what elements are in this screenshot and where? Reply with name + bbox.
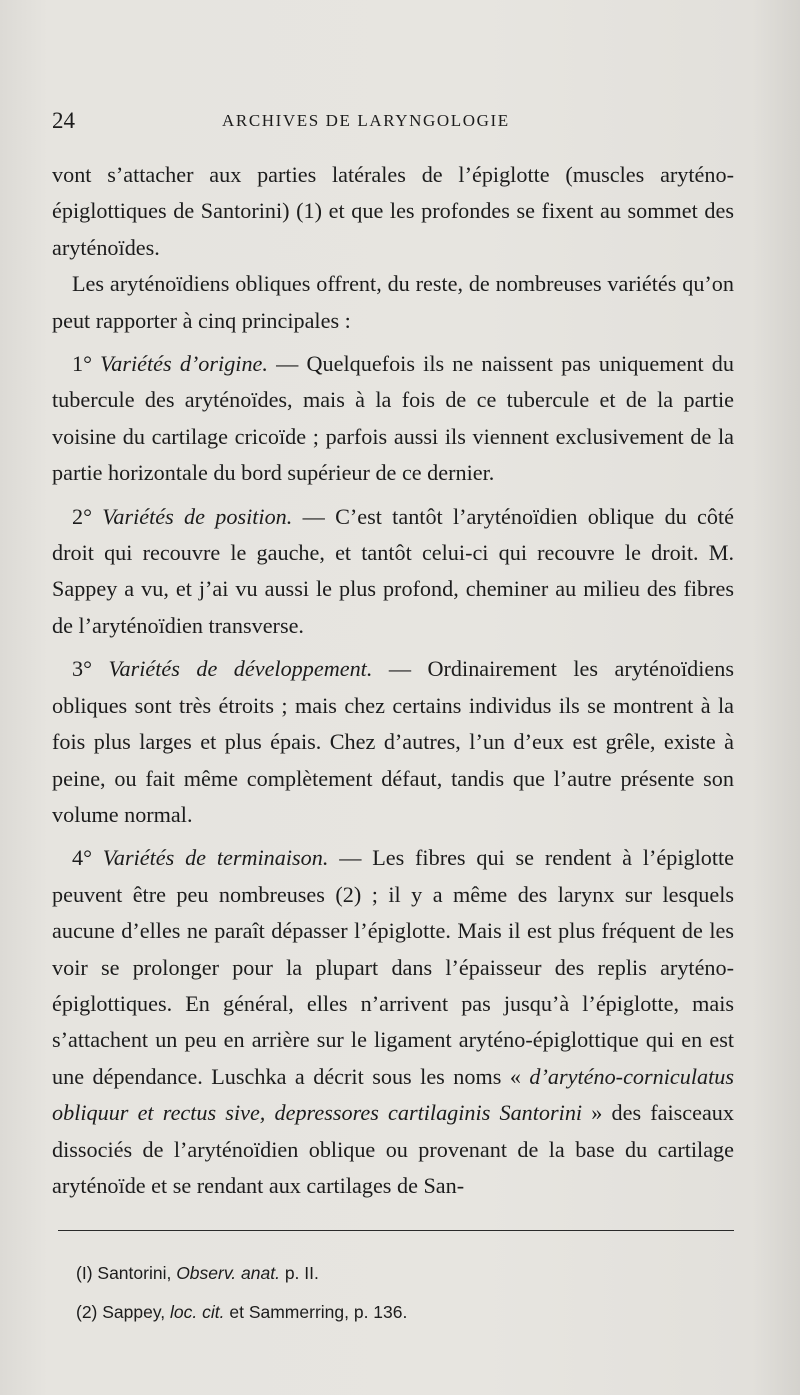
paragraph-intro: Les aryténoïdiens obliques offrent, du reste, de nombreuses variétés qu’on peut rapporter à cinq principales :	[52, 271, 734, 333]
paragraph-termination	[52, 840, 734, 1204]
section-number: 2°	[72, 503, 92, 529]
paragraph-text: — C’est tantôt l’aryténoïdien oblique du côté droit qui recouvre le gauche, et tantôt celui-ci qui recouvre le droit. M. Sappey a vu, et j’ai vu aussi le plus profond, cheminer au milieu des fibres de l’aryténoïdien transverse.	[52, 503, 734, 638]
paragraph-text: — Ordinairement les aryténoïdiens obliques sont très étroits ; mais chez certains individus ils se montrent à la fois plus larges et plus épais. Chez d’autres, l’un d’eux est grêle, existe à peine, ou fait même complètement défaut, tandis que l’autre présente son volume normal.	[52, 656, 735, 827]
latin-term: d’aryténo-corniculatus obliquur et rectus sive, depressores cartilaginis Santorini	[52, 1063, 734, 1126]
section-number: 1°	[72, 351, 92, 377]
section-title: Variétés de terminaison.	[102, 845, 329, 871]
footnote	[76, 1293, 736, 1332]
footnotes	[76, 1254, 736, 1332]
page-header	[52, 108, 742, 138]
footnote-text: p. II.	[279, 1263, 319, 1283]
paragraph-text: — Quelquefois ils ne naissent pas uniquement du tubercule des aryténoïdes, mais à la fois de ce tubercule et de la partie voisine du cartilage cricoïde ; parfois aussi ils viennent exclusivement de la partie horizontale du bord supérieur de ce dernier.	[52, 351, 734, 486]
body-text	[52, 157, 734, 1204]
section-title: Variétés d’origine.	[100, 351, 268, 377]
section-title: Variétés de développement.	[108, 656, 373, 682]
footnote-work-title: Observ. anat.	[176, 1263, 280, 1283]
paragraph-text: — Les fibres qui se rendent à l’épiglotte peuvent être peu nombreuses (2) ; il y a même des larynx sur lesquels aucune d’elles ne paraît dépasser l’épiglotte. Mais il est plus fréquent de les voir se prolonger pour la plupart dans l’épaisseur des replis aryténo-épiglottiques. En général, elles n’arrivent pas jusqu’à l’épiglotte, mais s’attachent un peu en arrière sur le ligament aryténo-épiglottique qui en est une dépendance. Luschka a décrit sous les noms «	[52, 845, 735, 1089]
footnote-mark: (I)	[76, 1263, 93, 1283]
section-number: 3°	[72, 656, 92, 682]
section-number: 4°	[72, 845, 92, 871]
footnote-text: Sappey,	[97, 1302, 171, 1322]
section-title: Variétés de position.	[102, 503, 293, 529]
paragraph-origin	[52, 346, 734, 492]
footnote-text: et Sammerring, p. 136.	[224, 1302, 408, 1322]
paragraph-position	[52, 499, 734, 645]
footnote-divider	[58, 1230, 734, 1231]
paragraph-development	[52, 651, 734, 833]
footnote-work-title: loc. cit.	[170, 1302, 225, 1322]
footnote-text: Santorini,	[92, 1263, 177, 1283]
running-title: ARCHIVES DE LARYNGOLOGIE	[222, 111, 510, 130]
paragraph-text: » des faisceaux dissociés de l’aryténoïdien oblique ou provenant de la base du cartilage aryténoïde et se rendant aux cartilages de San-	[52, 1100, 734, 1198]
footnote-mark: (2)	[76, 1302, 98, 1322]
page-number: 24	[52, 108, 75, 133]
footnote	[76, 1254, 736, 1293]
paragraph-continuation: vont s’attacher aux parties latérales de l’épiglotte (muscles aryténo-épiglottiques de Santorini) (1) et que les profondes se fixent au sommet des aryténoïdes.	[52, 162, 734, 260]
